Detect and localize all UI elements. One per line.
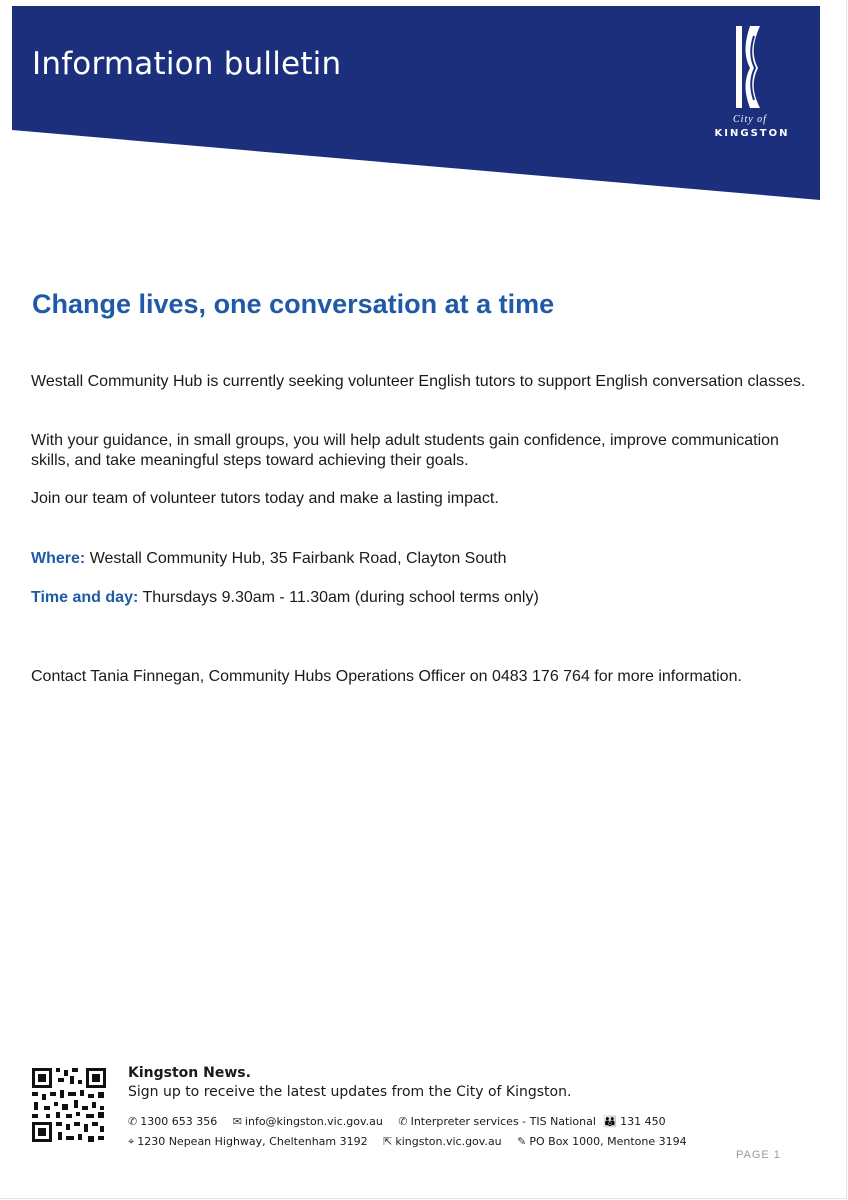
- website-link: kingston.vic.gov.au: [395, 1135, 502, 1148]
- interpreter-label: Interpreter services - TIS National: [410, 1115, 596, 1128]
- phone-item[interactable]: [128, 1115, 217, 1128]
- po-box-item: [517, 1135, 686, 1148]
- time-label: Time and day:: [31, 589, 139, 606]
- email-item[interactable]: [233, 1115, 383, 1128]
- po-box: PO Box 1000, Mentone 3194: [529, 1135, 687, 1148]
- phone-icon: ✆: [398, 1115, 408, 1128]
- news-subtitle: Sign up to receive the latest updates from the City of Kingston.: [128, 1084, 572, 1100]
- where-value: Westall Community Hub, 35 Fairbank Road, Clayton South: [89, 550, 507, 567]
- website-item[interactable]: [383, 1135, 502, 1148]
- qr-code[interactable]: [30, 1066, 108, 1144]
- page-number: PAGE 1: [736, 1149, 781, 1161]
- footer: [30, 1064, 810, 1154]
- street-address: 1230 Nepean Highway, Cheltenham 3192: [137, 1135, 368, 1148]
- mailbox-icon: ✎: [517, 1135, 527, 1148]
- web-cursor-icon: ⇱: [383, 1135, 393, 1148]
- logo-name-text: KINGSTON: [714, 128, 790, 139]
- call-to-action-paragraph: Join our team of volunteer tutors today and make a lasting impact.: [31, 490, 499, 507]
- contact-row-1: [128, 1115, 678, 1128]
- time-value: Thursdays 9.30am - 11.30am (during school terms only): [142, 589, 539, 606]
- headline: Change lives, one conversation at a time: [32, 289, 555, 319]
- news-title: Kingston News.: [128, 1065, 251, 1081]
- kingston-k-icon: [714, 24, 786, 112]
- interpreter-number: 131 450: [620, 1115, 666, 1128]
- email-icon: ✉: [232, 1115, 242, 1128]
- interpreter-item[interactable]: [398, 1115, 665, 1128]
- phone-number: 1300 653 356: [140, 1115, 218, 1128]
- city-of-kingston-logo: [714, 24, 804, 144]
- where-line: [31, 549, 506, 569]
- logo-city-text: City of: [733, 114, 767, 125]
- contact-row-2: [128, 1135, 699, 1149]
- guidance-paragraph: With your guidance, in small groups, you will help adult students gain confidence, improve communication skills, and take meaningful steps toward achieving their goals.: [31, 432, 779, 469]
- contact-paragraph: Contact Tania Finnegan, Community Hubs Operations Officer on 0483 176 764 for more information.: [31, 668, 742, 685]
- email-address: info@kingston.vic.gov.au: [244, 1115, 383, 1128]
- banner-shape: [12, 6, 820, 202]
- location-pin-icon: ⌖: [128, 1135, 135, 1148]
- address-item: [128, 1135, 368, 1149]
- phone-icon: ✆: [128, 1115, 138, 1128]
- people-icon: 👪: [603, 1115, 618, 1128]
- bulletin-title: Information bulletin: [32, 46, 342, 82]
- time-line: [31, 588, 539, 608]
- where-label: Where:: [31, 550, 86, 567]
- header-banner: [12, 6, 820, 202]
- intro-paragraph: Westall Community Hub is currently seeking volunteer English tutors to support English conversation classes.: [31, 373, 806, 390]
